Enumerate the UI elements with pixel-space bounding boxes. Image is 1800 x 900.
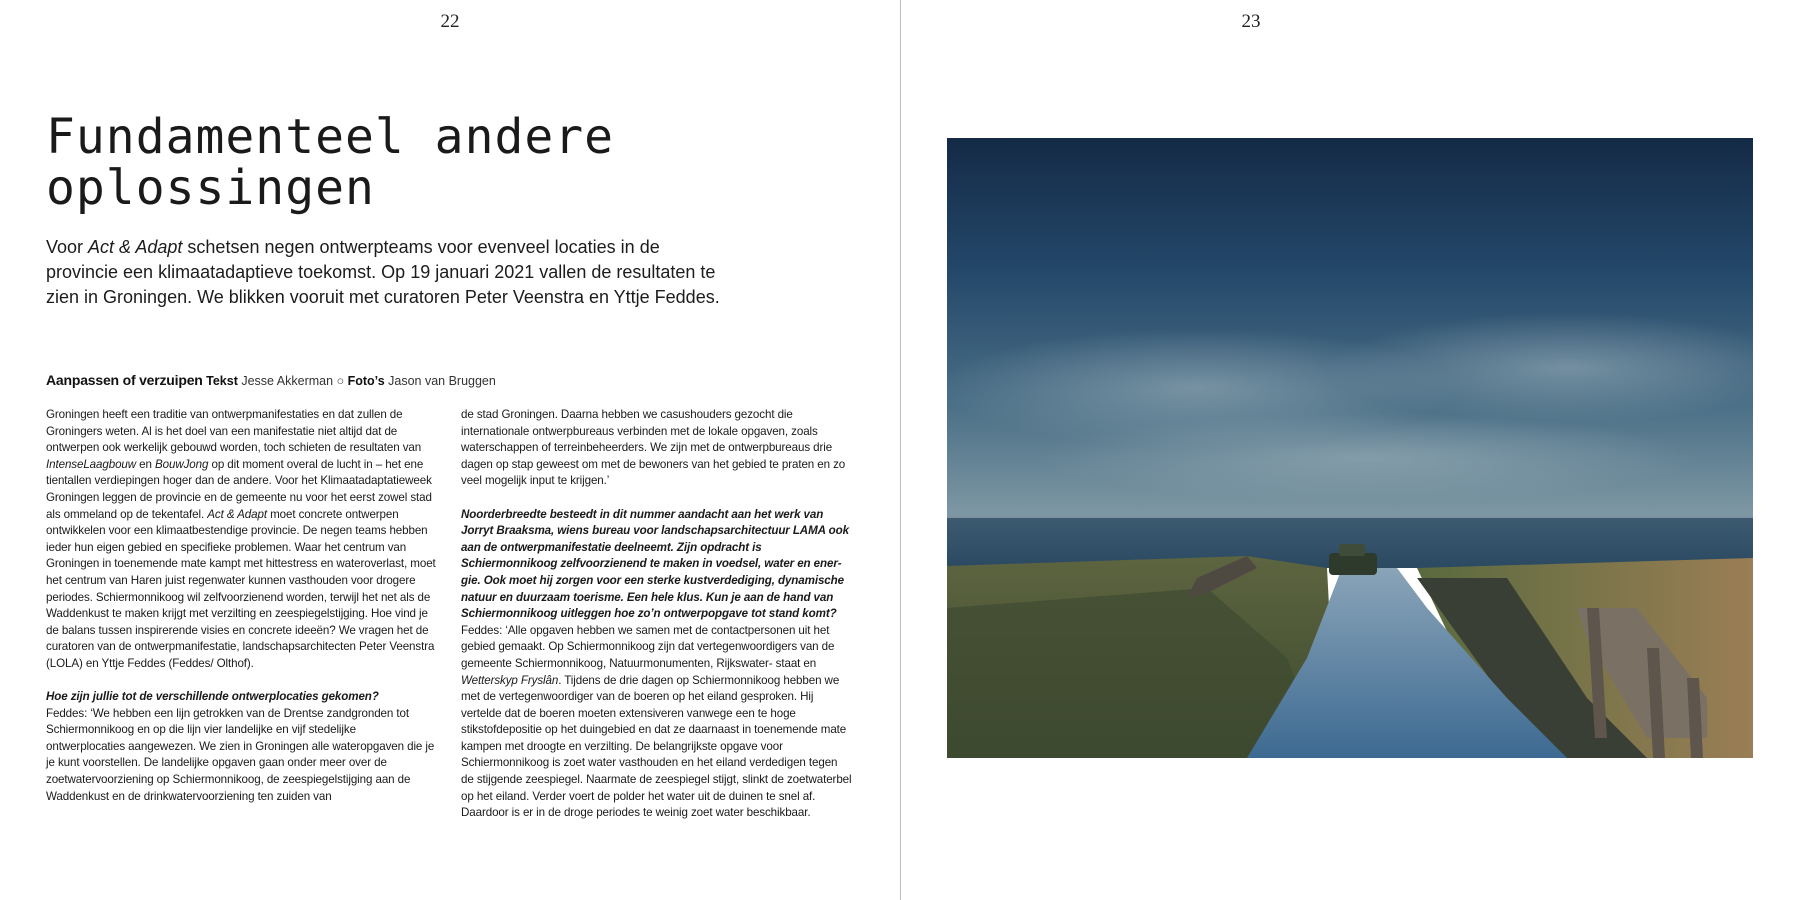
photo-boat xyxy=(1329,553,1377,575)
byline xyxy=(46,372,746,389)
landscape-photo xyxy=(947,138,1753,758)
photo-boat-cabin xyxy=(1339,544,1365,556)
title-line-1: Fundamenteel andere xyxy=(46,109,615,165)
intro-project-name: Act & Adapt xyxy=(88,237,183,257)
body-column-1 xyxy=(46,407,438,822)
body-column-2 xyxy=(461,407,853,838)
title-line-2: oplossingen xyxy=(46,160,375,216)
right-page xyxy=(901,0,1800,900)
byline-section: Aanpassen of verzuipen xyxy=(46,372,203,388)
article-intro: Voor Act & Adapt schetsen negen ontwerpteams voor evenveel locaties in de provincie een klimaatadaptieve toekomst. Op 19 januari 2021 vallen de resultaten te zien in Groningen. We blikken vooruit met curatoren Peter Veenstra en Yttje Feddes. xyxy=(46,237,720,307)
interview-exchange xyxy=(46,689,438,805)
byline-separator: ○ xyxy=(336,374,345,388)
photo-horizon-line xyxy=(947,516,1753,518)
article-title xyxy=(46,109,846,216)
byline-photo-label: Foto’s xyxy=(347,374,385,388)
body-paragraph: Groningen heeft een traditie van ontwerpmanifestaties en dat zullen de Groningers weten. Al is het doel van een manifestatie niet altijd dat de ontwerpen ook werkelijk gebouwd worden, toch schieten de resultaten van IntenseLaagbouw en BouwJong op dit moment overal de lucht in – het ene tientallen verdiepingen hoger dan de andere. Voor het Klimaatadaptatieweek Groningen leggen de provincie en de gemeente nu voor het eerst zowel stad als ommeland op de tekentafel. Act & Adapt moet concrete ontwerpen ontwikkelen voor een klimaatbestendige provincie. De negen teams hebben ieder hun eigen gebied en specifieke problemen. Waar het centrum van Groningen in toenemende mate kampt met hittestress en wateroverlast, moet het centrum van Haren juist regenwater kunnen vasthouden voor drogere periodes. Schiermonnikoog wil zelfvoorzienend worden, terwijl het net als de Waddenkust te maken krijgt met verzilting en zeespiegelstijging. Hoe vind je de balans tussen inspirerende visies en concrete ideeën? We vragen het de curatoren van de ontwerpmanifestatie, landschapsarchitecten Peter Veenstra (LOLA) en Yttje Feddes (Feddes/ Olthof). xyxy=(46,408,436,670)
byline-author: Jesse Akkerman xyxy=(241,374,334,388)
interview-exchange: Noorderbreedte besteedt in dit nummer aandacht aan het werk van Jorryt Braaksma, wiens bureau voor landschapsarchitectuur LAMA ook aan de ontwerpmanifestatie deelneemt. Zijn opdracht is Schiermonnikoog zelfvoorzienend te maken in voedsel, water en ener- gie. Ook moet hij zorgen voor een sterke kustverdediging, dynamische natuur en duurzaam toerisme. Een hele klus. Kun je aan de hand van Schiermonnikoog uitleggen hoe zo’n ontwerpopgave tot stand komt? Feddes: ‘Alle opgaven hebben we samen met de contactpersonen uit het gebied gemaakt. Op Schiermonnikoog zijn dat vertegenwoordigers van de gemeente Schiermonnikoog, Natuurmonumenten, Rijkswater- staat en Wetterskyp Fryslân. Tijdens de drie dagen op Schiermonnikoog hebben we met de vertegenwoordiger van de boeren op het eiland gesproken. Hij vertelde dat de boeren moeten extensiveren vanwege een te hoge stikstofdepositie op het duingebied en dat ze daarnaast in toenemende mate kampen met droogte en verzilting. De belangrijkste opgave voor Schiermonnikoog is zoet water vasthouden en het eiland verdedigen tegen de stijgende zeespiegel. Naarmate de zeespiegel stijgt, slinkt de zoetwaterbel op het eiland. Verder voert de polder het water uit de duinen te snel af. Daardoor is er in de droge periodes te weinig zoet water beschikbaar. xyxy=(461,507,852,820)
page-number-right: 23 xyxy=(1241,11,1261,32)
interview-question: Hoe zijn jullie tot de verschillende ontwerplocaties gekomen? xyxy=(46,690,379,704)
body-paragraph: de stad Groningen. Daarna hebben we casushouders gezocht die internationale ontwerpbureaus verbinden met de lokale opgaven, zoals waterschappen of terreinbeheerders. We zijn met de ontwerpbureaus drie dagen op stap geweest om met de bewoners van het gebied te praten en zo veel mogelijk input te krijgen.’ xyxy=(461,408,846,488)
byline-text-label: Tekst xyxy=(206,374,238,388)
interview-answer: Feddes: ‘We hebben een lijn getrokken van de Drentse zandgronden tot Schiermonnikoog en op die lijn vier landelijke en vijf stedelijke ontwerplocaties aangewezen. We zien in Groningen alle wateropgaven die je je kunt voorstellen. De landelijke opgaven gaan onder meer over de zoetwatervoorziening op Schiermonnikoog, de zeespiegelstijging aan de Waddenkust en de drinkwatervoorziening ten zuiden van xyxy=(46,706,435,803)
byline-photographer: Jason van Bruggen xyxy=(388,374,496,388)
photo-cloud xyxy=(1037,413,1697,503)
interview-question: Noorderbreedte besteedt in dit nummer aandacht aan het werk van Jorryt Braaksma, wiens bureau voor landschapsarchitectuur LAMA ook aan de ontwerpmanifestatie deelneemt. Zijn opdracht is Schiermonnikoog zelfvoorzienend te maken in voedsel, water en ener- gie. Ook moet hij zorgen voor een sterke kustverdediging, dynamische natuur en duurzaam toerisme. Een hele klus. Kun je aan de hand van Schiermonnikoog uitleggen hoe zo’n ontwerpopgave tot stand komt? xyxy=(461,507,849,621)
page-number-left: 22 xyxy=(440,11,460,32)
